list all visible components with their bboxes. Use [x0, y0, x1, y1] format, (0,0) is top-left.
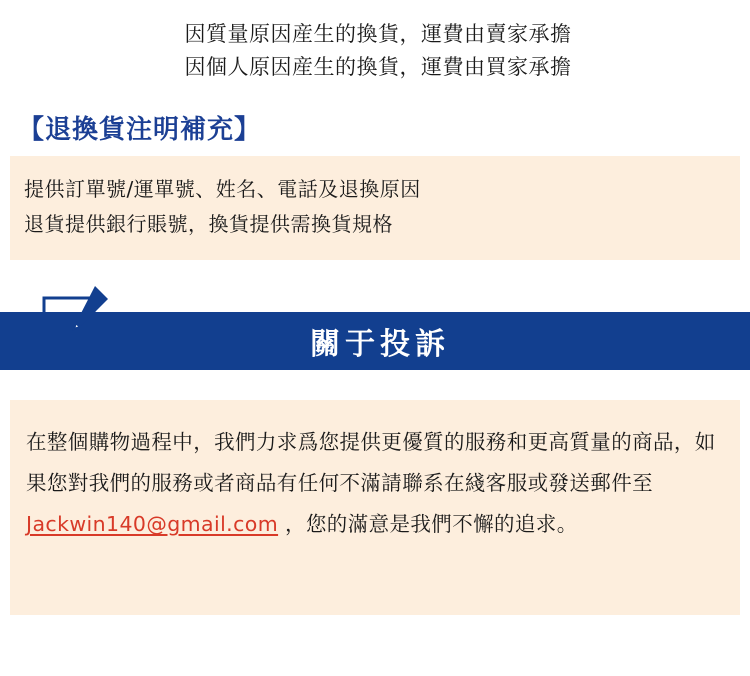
- complaint-text-after: ，您的滿意是我們不懈的追求。: [278, 512, 578, 537]
- return-note-line-1: 提供訂單號/運單號、姓名、電話及退換原因: [24, 177, 421, 202]
- complaint-banner-title: 關于投訴: [310, 327, 450, 363]
- complaint-banner: [0, 312, 750, 374]
- return-note-panel: [10, 156, 740, 260]
- top-notice-section: [0, 0, 750, 83]
- return-note-heading: 【退換貨注明補充】: [18, 115, 262, 146]
- return-note-line-2: 退貨提供銀行賬號，換貨提供需換貨規格: [24, 212, 393, 237]
- top-notice-line-1: 因質量原因産生的換貨，運費由賣家承擔: [184, 22, 572, 46]
- support-email-link[interactable]: Jackwin140@gmail.com: [26, 512, 279, 537]
- complaint-text-before: 在整個購物過程中，我們力求爲您提供更優質的服務和更高質量的商品，如果您對我們的服務或者商品有任何不滿請聯系在綫客服或發送郵件至: [26, 430, 716, 496]
- complaint-panel: [10, 400, 740, 615]
- top-notice-line-2: 因個人原因産生的換貨，運費由買家承擔: [184, 54, 572, 79]
- complaint-body: [26, 422, 724, 545]
- pencil-note-icon: [38, 284, 114, 360]
